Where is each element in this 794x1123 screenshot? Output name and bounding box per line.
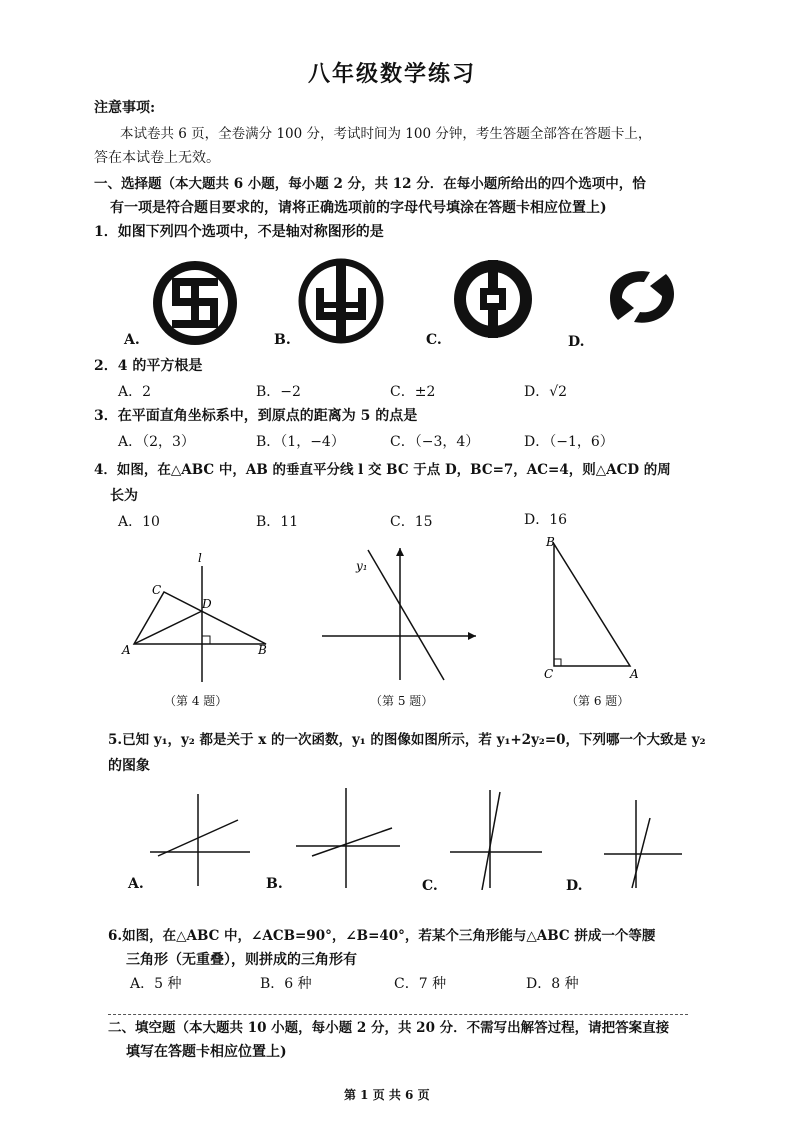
section1-line1: 一、选择题（本大题共 6 小题，每小题 2 分，共 12 分．在每小题所给出的四个选项中，恰: [94, 176, 646, 192]
figure-4: [118, 548, 282, 684]
q2-option-d: D．√2: [524, 384, 568, 400]
fig6-label-a: A: [630, 667, 639, 681]
q5-option-c: C.: [422, 878, 438, 894]
q1-option-d: D.: [568, 334, 585, 350]
fig5-caption: （第 5 题）: [370, 694, 434, 708]
q3-stem: 3．在平面直角坐标系中，到原点的距离为 5 的点是: [94, 408, 418, 424]
q3-option-a: A．（2，3）: [118, 434, 195, 450]
q6-option-c: C．7 种: [394, 976, 447, 992]
q5-graph-b: [292, 784, 404, 890]
q5-line1: 5.已知 y₁，y₂ 都是关于 x 的一次函数，y₁ 的图像如图所示，若 y₁+2y₂=0，下列哪一个大致是 y₂: [108, 732, 706, 748]
q1-option-a: A.: [124, 332, 140, 348]
q2-stem: 2．4 的平方根是: [94, 358, 203, 374]
q4-option-d: D．16: [524, 512, 568, 528]
fig5-label-y1: y₁: [356, 559, 368, 573]
notice-heading: 注意事项:: [94, 100, 156, 116]
fig4-caption: （第 4 题）: [164, 694, 228, 708]
section1-line2: 有一项是符合题目要求的，请将正确选项前的字母代号填涂在答题卡相应位置上): [110, 200, 607, 216]
q2-option-c: C．±2: [390, 384, 436, 400]
q4-option-b: B．11: [256, 514, 299, 530]
q4-option-c: C．15: [390, 514, 433, 530]
q2-option-b: B．−2: [256, 384, 301, 400]
notice-line1: 本试卷共 6 页，全卷满分 100 分，考试时间为 100 分钟，考生答题全部答在答题卡上，: [120, 126, 652, 142]
q3-option-b: B．（1，−4）: [256, 434, 345, 450]
q5-option-a: A.: [128, 876, 144, 892]
q3-option-d: D．（−1，6）: [524, 434, 614, 450]
fig4-label-a: A: [122, 643, 131, 657]
q4-line1: 4．如图，在△ABC 中，AB 的垂直平分线 l 交 BC 于点 D，BC=7，AC=4，则△ACD 的周: [94, 462, 671, 478]
q5-graph-d: [602, 796, 684, 890]
q6-line1: 6.如图，在△ABC 中，∠ACB=90°，∠B=40°，若某个三角形能与△ABC 拼成一个等腰: [108, 928, 656, 944]
q5-graph-c: [448, 786, 544, 890]
logo-d: [604, 264, 680, 330]
fig6-label-b: B: [546, 535, 555, 549]
fig4-label-c: C: [152, 583, 162, 597]
q1-option-b: B.: [274, 332, 291, 348]
q6-option-b: B．6 种: [260, 976, 312, 992]
notice-line2: 答在本试卷上无效。: [94, 150, 220, 166]
page-title: 八年级数学练习: [308, 62, 477, 87]
q5-option-d: D.: [566, 878, 583, 894]
logo-c: [452, 258, 534, 340]
fig6-caption: （第 6 题）: [566, 694, 630, 708]
logo-b: [298, 258, 384, 344]
logo-a: [150, 258, 240, 348]
q5-line2: 的图象: [108, 758, 150, 774]
section2-line1: 二、填空题（本大题共 10 小题，每小题 2 分，共 20 分．不需写出解答过程，请把答案直接: [108, 1020, 670, 1036]
q6-line2: 三角形（无重叠），则拼成的三角形有: [126, 952, 357, 968]
fig4-label-d: D: [202, 597, 212, 611]
fig4-label-b: B: [258, 643, 267, 657]
page-footer: 第 1 页 共 6 页: [344, 1088, 430, 1102]
divider-line: [108, 1014, 688, 1015]
q5-graph-a: [146, 790, 256, 890]
q5-option-b: B.: [266, 876, 283, 892]
fig4-label-l: l: [198, 551, 202, 565]
q3-option-c: C．（−3，4）: [390, 434, 480, 450]
q2-option-a: A．2: [118, 384, 152, 400]
q6-option-d: D．8 种: [526, 976, 579, 992]
q4-option-a: A．10: [118, 514, 160, 530]
q1-stem: 1．如图下列四个选项中，不是轴对称图形的是: [94, 224, 384, 240]
section2-line2: 填写在答题卡相应位置上): [126, 1044, 287, 1060]
q4-line2: 长为: [110, 488, 138, 504]
q6-option-a: A．5 种: [130, 976, 182, 992]
figure-6: [540, 534, 650, 684]
figure-5: [318, 544, 480, 684]
fig6-label-c: C: [544, 667, 554, 681]
q1-option-c: C.: [426, 332, 442, 348]
